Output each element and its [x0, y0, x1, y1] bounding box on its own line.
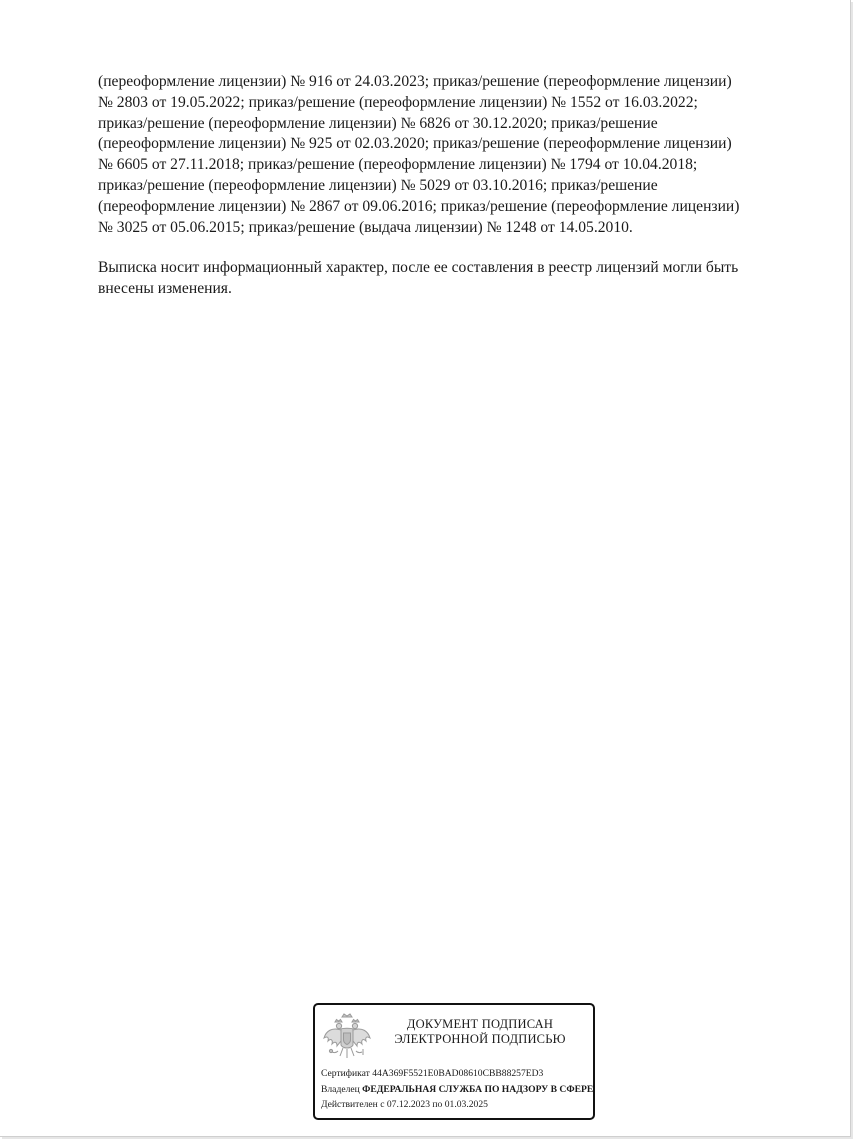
- paragraph-line: (переоформление лицензии) № 916 от 24.03.2023; приказ/решение (переоформление лицензии): [98, 73, 732, 90]
- owner-value: ФЕДЕРАЛЬНАЯ СЛУЖБА ПО НАДЗОРУ В СФЕРЕ: [362, 1083, 594, 1095]
- paragraph-line: приказ/решение (переоформление лицензии) № 5029 от 03.10.2016; приказ/решение: [98, 176, 658, 194]
- certificate-row: [321, 1066, 595, 1082]
- electronic-signature-stamp: [313, 1003, 595, 1120]
- stamp-title: [377, 1017, 583, 1047]
- paragraph-line: (переоформление лицензии) № 2867 от 09.06.2016; приказ/решение (переоформление лицензии): [98, 197, 740, 215]
- certificate-label: Сертификат: [321, 1068, 370, 1079]
- license-orders-paragraph: [98, 72, 812, 238]
- paragraph-line: № 3025 от 05.06.2015; приказ/решение (выдача лицензии) № 1248 от 14.05.2010.: [98, 218, 633, 236]
- validity-row: Действителен с 07.12.2023 по 01.03.2025: [321, 1099, 488, 1110]
- stamp-title-line: ДОКУМЕНТ ПОДПИСАН: [406, 1017, 554, 1031]
- owner-row: [321, 1082, 595, 1098]
- certificate-value: 44A369F5521E0BAD08610CBB88257ED3: [372, 1068, 544, 1079]
- note-line: внесены изменения.: [98, 279, 232, 297]
- paragraph-line: приказ/решение (переоформление лицензии) № 6826 от 30.12.2020; приказ/решение: [98, 114, 658, 132]
- paragraph-line: № 6605 от 27.11.2018; приказ/решение (переоформление лицензии) № 1794 от 10.04.2018;: [98, 156, 698, 174]
- paragraph-line: № 2803 от 19.05.2022; приказ/решение (переоформление лицензии) № 1552 от 16.03.2022;: [98, 93, 698, 111]
- stamp-title-line: ЭЛЕКТРОННОЙ ПОДПИСЬЮ: [394, 1032, 566, 1046]
- double-headed-eagle-emblem-icon: [322, 1011, 372, 1063]
- stamp-details: [321, 1066, 595, 1113]
- informational-note: [98, 258, 812, 300]
- owner-label: Владелец: [321, 1083, 360, 1095]
- paragraph-line: (переоформление лицензии) № 925 от 02.03.2020; приказ/решение (переоформление лицензии): [98, 135, 732, 153]
- note-line: Выписка носит информационный характер, после ее составления в реестр лицензий могли быть: [98, 259, 739, 276]
